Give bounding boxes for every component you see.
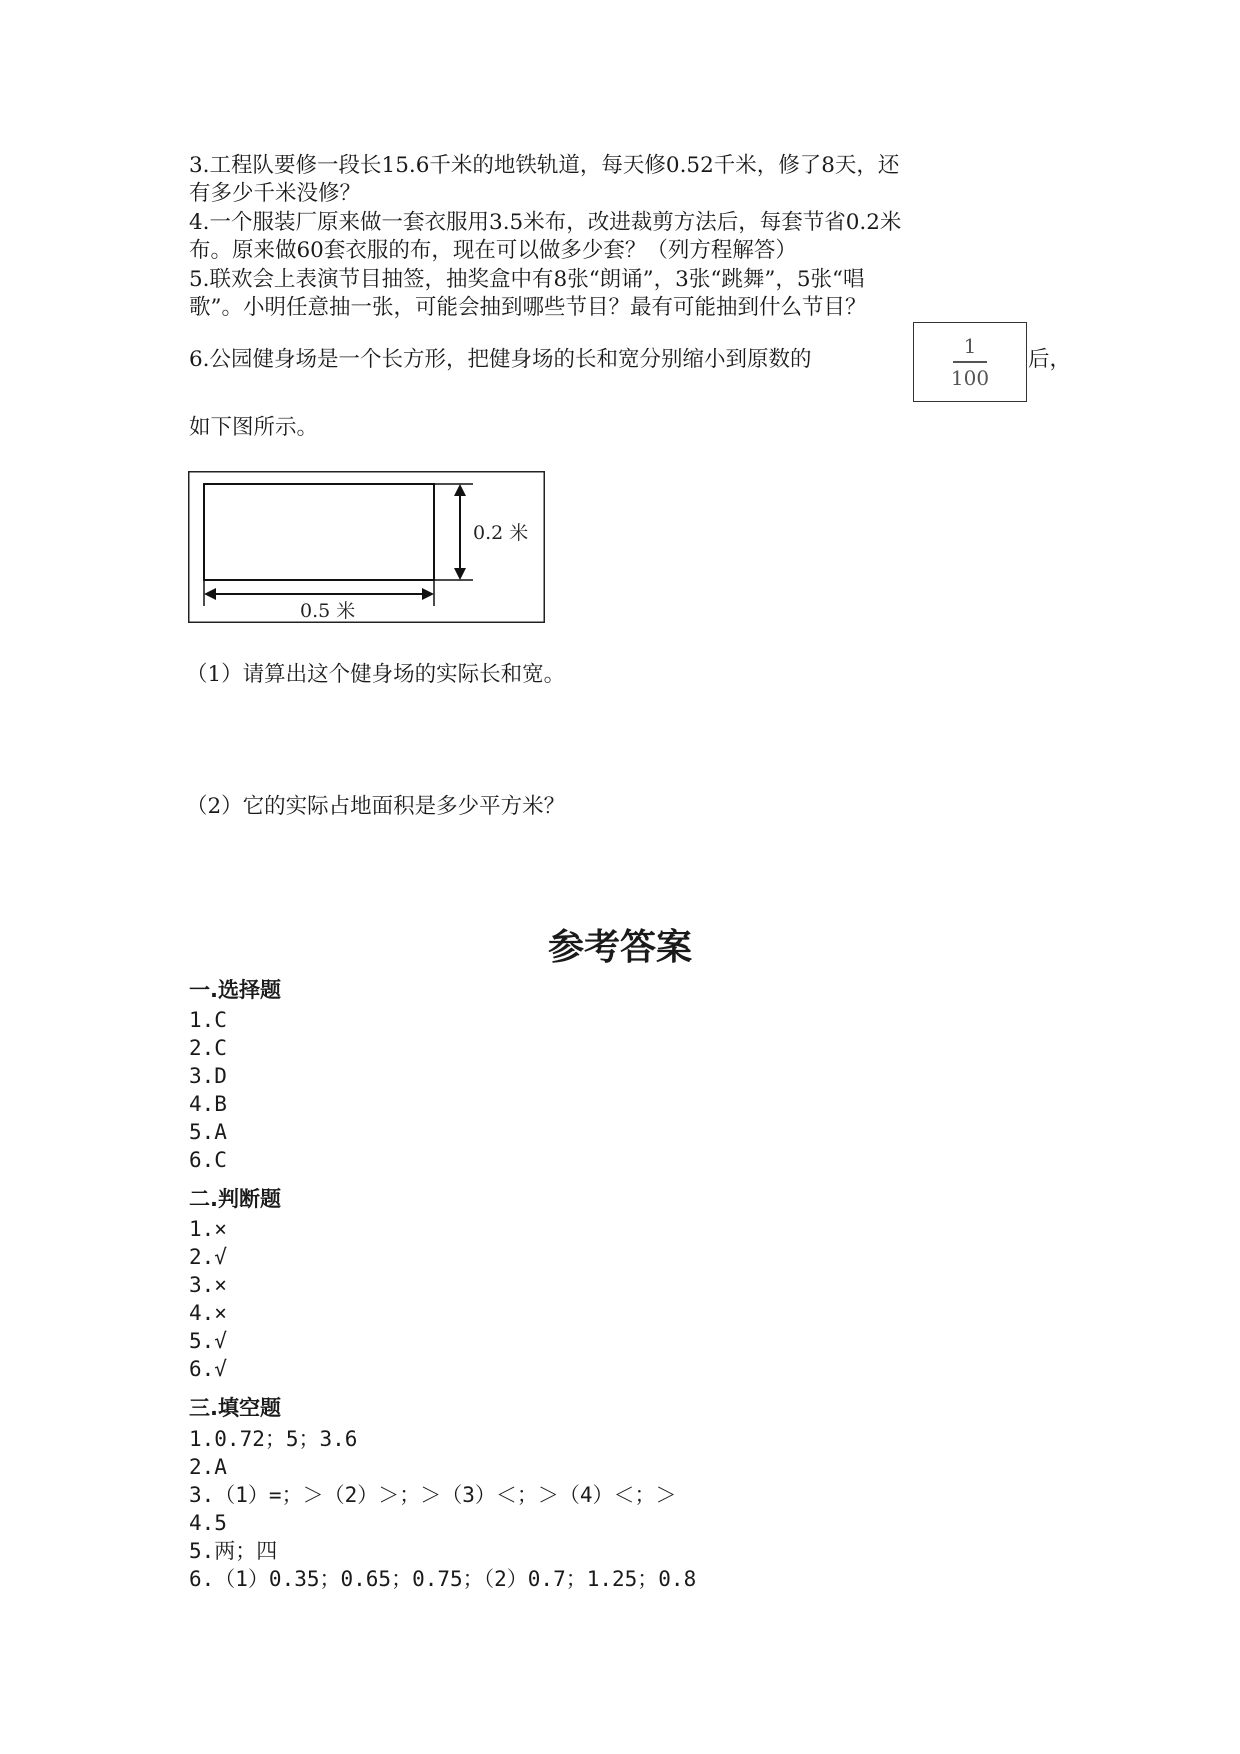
field-rectangle (204, 484, 434, 580)
question-6-line-1: 6.公园健身场是一个长方形，把健身场的长和宽分别缩小到原数的 (189, 347, 812, 372)
answer-3-5: 5.两；四 (189, 1539, 278, 1563)
answer-1-2: 2.C (189, 1036, 227, 1060)
answer-2-1: 1.× (189, 1217, 227, 1241)
question-6-after-fraction: 后， (1028, 347, 1072, 372)
question-4-line-1: 4.一个服装厂原来做一套衣服用3.5米布，改进裁剪方法后，每套节省0.2米 (189, 210, 902, 235)
question-3-line-1: 3.工程队要修一段长15.6千米的地铁轨道，每天修0.52千米，修了8天，还 (189, 153, 900, 178)
question-6-sub-2: （2）它的实际占地面积是多少平方米？ (186, 794, 566, 819)
answer-2-4: 4.× (189, 1301, 227, 1325)
answer-1-5: 5.A (189, 1120, 227, 1144)
answer-3-2: 2.A (189, 1455, 227, 1479)
answer-3-1: 1.0.72；5；3.6 (189, 1427, 358, 1451)
section-3-heading: 三.填空题 (189, 1396, 281, 1420)
fraction-image (913, 322, 1027, 402)
answer-2-2: 2.√ (189, 1245, 227, 1269)
rectangle-diagram (188, 471, 545, 623)
fraction-denominator: 100 (950, 365, 990, 390)
answer-2-5: 5.√ (189, 1329, 227, 1353)
question-4-line-2: 布。原来做60套衣服的布，现在可以做多少套？（列方程解答） (189, 238, 797, 263)
question-6-line-2: 如下图所示。 (189, 415, 319, 440)
answer-title: 参考答案 (547, 927, 692, 968)
section-2-heading: 二.判断题 (189, 1187, 281, 1211)
answer-1-3: 3.D (189, 1064, 227, 1088)
answer-3-4: 4.5 (189, 1511, 227, 1535)
section-1-heading: 一.选择题 (189, 978, 281, 1002)
question-5-line-1: 5.联欢会上表演节目抽签，抽奖盒中有8张“朗诵”，3张“跳舞”，5张“唱 (189, 267, 865, 292)
question-3-line-2: 有多少千米没修？ (189, 181, 362, 206)
question-5-line-2: 歌”。小明任意抽一张，可能会抽到哪些节目？最有可能抽到什么节目？ (189, 295, 867, 320)
answer-2-6: 6.√ (189, 1357, 227, 1381)
fraction-numerator: 1 (963, 334, 977, 358)
width-label: 0.5 米 (300, 600, 356, 622)
answer-1-4: 4.B (189, 1092, 227, 1116)
answer-1-6: 6.C (189, 1148, 227, 1172)
height-label: 0.2 米 (473, 522, 529, 544)
answer-2-3: 3.× (189, 1273, 227, 1297)
question-6-sub-1: （1）请算出这个健身场的实际长和宽。 (186, 662, 566, 687)
answer-3-3: 3.（1）=；＞（2）＞；＞（3）＜；＞（4）＜；＞ (189, 1483, 677, 1507)
answer-1-1: 1.C (189, 1008, 227, 1032)
answer-3-6: 6.（1）0.35；0.65；0.75；（2）0.7；1.25；0.8 (189, 1567, 697, 1591)
fraction-bar (953, 361, 987, 363)
